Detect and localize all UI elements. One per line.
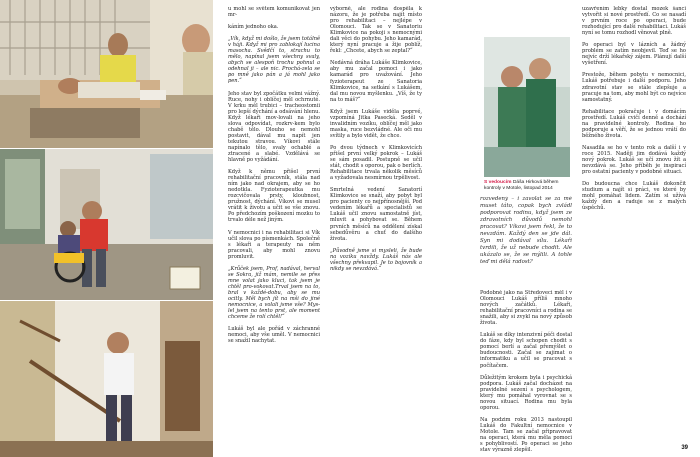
photo-walking-bars — [0, 301, 213, 457]
paragraph: Nedávná dráha Lukáše Klimkovice, aby mu začal pomoci i jako kamarád pro uvažování. Jeho fyzioterapeut ze Sanatoria Klimkovice, na setkání s Lukášem, dal mu novou myšlenku. „Víš, že ty na to máš?“ — [330, 60, 422, 103]
paragraph: Lukáš byl ale pořád v záchranné nemoci, aby vše uměl. V nemocnici se snažil nachytat. — [228, 326, 320, 345]
article-column-3 — [480, 290, 572, 452]
caption-label: S vedoucím — [484, 180, 512, 185]
quote-paragraph: „Vík, když mi došlo, že jsem totálně v háji. Když mi pro zablokají lucina masocha. Svědčí to, strachu to mělo, napínal jsem všechny svaly, abych se alespoň trochu pohnul a odehnal ji – ale nic. Prochá-zela se po mně jako pán a já mohl jako pen.“ — [228, 36, 320, 85]
article-column-4 — [582, 6, 686, 440]
paragraph: Jeho stav byl zpočátku velmi vážný. Ruce, nohy i oblíčej měl ochrnuté. V krku měl trubici – tracheostomii pro lepší dýchání a odsávání hlenu. Když lékaři mov-lovali na jeho slova odpovídat, rozkrv-kem bylo chabě tělo. Dlouho se nemohl postavit, dával mu napít jen tekutou stravou. Víkovi stále napínalo tělo, svaly ochablé a ztracené a slabé. Vzdělává se hlavně po vyžádání. — [228, 90, 320, 164]
paragraph: Když k němu přišel první rehabilitační pracovník, stála nad ním jako nad okrajem, aby se ho nedotkla. Fyzioterapeutka mu rozcvičovala prsty, kloubnost, pružnost, dýchání. Víkovi se musel vrátit k životu a učit se vše znovu. Po předchozím poškození mozku to trvalo déle než jiným. — [228, 169, 320, 224]
paragraph: Smrtelná vedení Sanatorií Klimkovice se snaží, aby pobyt byl pro pacienty co nejpřínosnější. Pod vedením lékařů a specialistů se Lukáš učil znovu samostatně jíst, mluvit a pohybovat se. Během prvních měsíců na oddělení získal sebedůvěru a chuť do dalšího života. — [330, 187, 422, 242]
photo-doctor-patient — [484, 37, 570, 177]
paragraph: Podobně jako na Středoveci měl i v Olomouci Lukáš příliš mnoho nových začátků. Lékaři, rehabilitační pracovníci a rodina se snažili, aby si zvykl na nový způsob života. — [480, 290, 572, 327]
photo-wheelchair-hall — [0, 149, 213, 300]
quote-paragraph: „Krůček jsem, Prof, nadával, herval se Sokra, již mám, nemile se přes mne volat jako kluci, tak jsem je chtěl pro-vokovat.Trval jsem na to, bral v každé-dobu, aby se mu ocitly. Měl bych jít na mši do jiné nemocnice, a volali jsme vše? Mys-lel jsem na tento prst, ale moment chceme že rolí chtěl!“ — [228, 265, 320, 321]
caption-text: Dáša Hirková během kontroly v Motole, listopad 2014 — [484, 180, 559, 192]
photo-rehab-bench — [0, 0, 213, 148]
paragraph: V nemocnici i na rehabilitaci si Vík učil slova po písmenkách. Společně s lékaři a terapeuty na něm pracovali, aby mohl znovu promluvit. — [228, 229, 320, 260]
paragraph: Když jsem Lukáše viděla poprvé, vzpomíná Jitka Pasecká. Seděl v invalidním vozíku, oblíčej měl jako maska, ruce bezvládné. Ale oči mu svítily a bylo vidět, že chce. — [330, 108, 422, 139]
paragraph: Prestože, během pobytu v nemocnici, Lukáš potřebuje i další podporu. Jeho zdravotní stav se stále zlepšuje a pracuje na tom, aby mohl být co nejvíce samostatný. — [582, 72, 686, 103]
paragraph: Rehabilitace pokračuje i v domácím prostředí. Lukáš cvičí denně a dochází na pravidelné kontroly. Rodina ho podporuje a věří, že se jednou vrátí do běžného života. — [582, 108, 686, 139]
paragraph: Po dvou týdnech v Klimkovicích přišel první velký pokrok – Lukáš se sám posadil. Postupně se učil stát, chodit s oporou, pak o berlích. Rehabilitace trvala několik měsíců a vyžadovala nesmírnou trpělivost. — [330, 144, 422, 182]
paragraph: výborně, ale rodina dospěla k názoru, že je potřeba najít místo pro rehabilitaci – nejlépe v Olomouci. Tak se v Sanatoriu Klimkovice na pokoji s nemocnými dali věci do pohybu. Jeho kamarád, který nyní pracuje a žije poblíž, řekl: „Chcete, abych se zeptal?“ — [330, 6, 422, 55]
paragraph: Po operaci byl v lázních a žádný problém se zatím neobjevil. Teď se ho nejvíc drží lékařský zájem. Plánují další vyšetření. — [582, 42, 686, 67]
paragraph: Do budoucna chce Lukáš dokončit studium a najít si práci, ve které by mohl pomáhat lidem. Zatím si užívá každý den a raduje se z malých úspěchů. — [582, 181, 686, 212]
quote-paragraph: „Původně jsme si mysleli, že bude na vozíku navždy. Lukáš nás ale všechny překvapil. Je to bojovník a nikdy se nevzdává.“ — [330, 247, 422, 272]
paragraph: uzavřením lebky dostal mozek šanci vytvořit si nové prostředí. Co se nasadí v prvním roce po operaci, bude rozhodující pro další rehabilitaci. Lukáš nyní se tomu rozhodl věnovat plně. — [582, 6, 686, 37]
photo-caption — [484, 180, 570, 192]
page-number: 39 — [681, 445, 688, 451]
paragraph: Na podzim roku 2013 nastoupil Lukáš do Fakultní nemocnice v Motole. Tam se začal připravovat na operaci, která mu měla pomoci s pohyblivostí. Po operaci se jeho stav výrazně zlepšil. — [480, 416, 572, 452]
paragraph: Důležitým krokem byla i psychická podpora. Lukáš začal docházet na pravidelné sezení s psychologem, který mu pomáhal vyrovnat se s novou situací. Rodina mu byla oporou. — [480, 374, 572, 411]
article-column-2 — [330, 6, 422, 452]
paragraph: u mohl se světem komunikovat jen mr- — [228, 6, 320, 19]
pull-quote: rozvedený – i zavolat se za mé muset táto, copak bych zvládl podporovat rodinu, když jsem ze zdravotních důvodů nemohl pracovat? Víkovi jsem řekl, že to nevzdám. Každý den se jde dál. Syn mi dodával sílu. Lékaři tvrdili, že už nebude chodit. Ale ukázalo se, že se mýlili. A tohle teď mi dělá radost? — [480, 196, 572, 266]
paragraph: káním jednoho oka. — [228, 24, 279, 31]
paragraph: Lukáš se díky intenzivní péči dostal do fáze, kdy byl schopen chodit s pomocí berlí a začal přemýšlet o budoucnosti. Začal se zajímat o informatiku a učil se pracovat s počítačem. — [480, 332, 572, 369]
paragraph: Nasadila se ho v tento rok a další i v roce 2015. Naději jim dodává každý nový pokrok. Lukáš se učí znovu žít a nevzdává se. Jeho příběh je inspirací pro ostatní pacienty v podobné situaci. — [582, 144, 686, 176]
article-column-1 — [228, 6, 320, 452]
